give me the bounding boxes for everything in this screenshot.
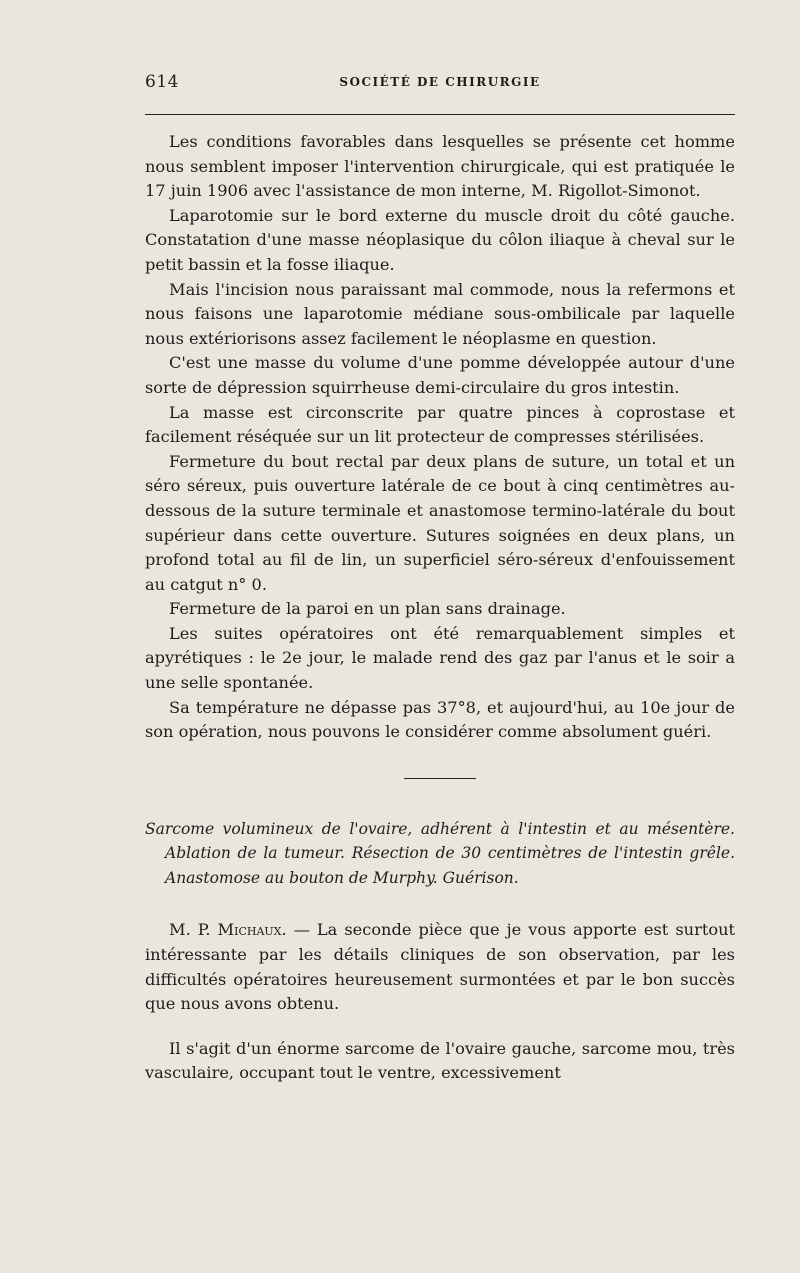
paragraph: Sa température ne dépasse pas 37°8, et aujourd'hui, au 10e jour de son opération, nous pouvons le considérer comme absolument guéri.	[145, 697, 735, 742]
page-body	[145, 130, 735, 1086]
header-rule	[145, 114, 735, 115]
paragraph: Fermeture de la paroi en un plan sans drainage.	[169, 599, 566, 619]
article-body	[145, 918, 735, 1086]
paragraph: Les conditions favorables dans lesquelles se présente cet homme nous semblent imposer l'intervention chirurgicale, qui est pratiquée le 17 juin 1906 avec l'assistance de mon interne, M. Rigollot-Simonot.	[145, 132, 735, 201]
article-intro-paragraph	[145, 918, 735, 1016]
paragraph: Mais l'incision nous paraissant mal commode, nous la refermons et nous faisons une laparotomie médiane sous-ombilicale par laquelle nous extériorisons assez facilement le néoplasme en question.	[145, 279, 735, 348]
paragraph: Il s'agit d'un énorme sarcome de l'ovaire gauche, sarcome mou, très vasculaire, occupant tout le ventre, excessivement	[145, 1038, 735, 1083]
paragraph: Fermeture du bout rectal par deux plans de suture, un total et un séro séreux, puis ouverture latérale de ce bout à cinq centimètres au-dessous de la suture terminale et anastomose termino-latérale du bout supérieur dans cette ouverture. Sutures soignées en deux plans, un profond total au fil de lin, un superficiel séro-séreux d'enfouissement au catgut n° 0.	[145, 451, 735, 594]
section-divider	[404, 778, 476, 779]
paragraph: C'est une masse du volume d'une pomme développée autour d'une sorte de dépression squirrheuse demi-circulaire du gros intestin.	[145, 353, 735, 397]
running-title: SOCIÉTÉ DE CHIRURGIE	[339, 75, 541, 89]
page-header	[145, 72, 735, 102]
paragraph: Les suites opératoires ont été remarquablement simples et apyrétiques : le 2e jour, le malade rend des gaz par l'anus et le soir a une selle spontanée.	[145, 623, 735, 693]
paragraph: Laparotomie sur le bord externe du muscle droit du côté gauche. Constatation d'une masse néoplasique du côlon iliaque à cheval sur le petit bassin et la fosse iliaque.	[145, 205, 735, 274]
speaker-name: M. P. Michaux.	[169, 920, 287, 940]
article-title: Sarcome volumineux de l'ovaire, adhérent à l'intestin et au mésentère. Ablation de la tumeur. Résection de 30 centimètres de l'intestin grêle. Anastomose au bouton de Murphy. Guérison.	[145, 819, 735, 887]
paragraph: La masse est circonscrite par quatre pinces à coprostase et facilement réséquée sur un lit protecteur de compresses stérilisées.	[145, 402, 735, 447]
page-number: 614	[145, 72, 179, 92]
article-intro-text: — La seconde pièce que je vous apporte est surtout intéressante par les détails cliniques de son observation, par les difficultés opératoires heureusement surmontées et par le bon succès que nous avons obtenu.	[145, 920, 736, 1014]
